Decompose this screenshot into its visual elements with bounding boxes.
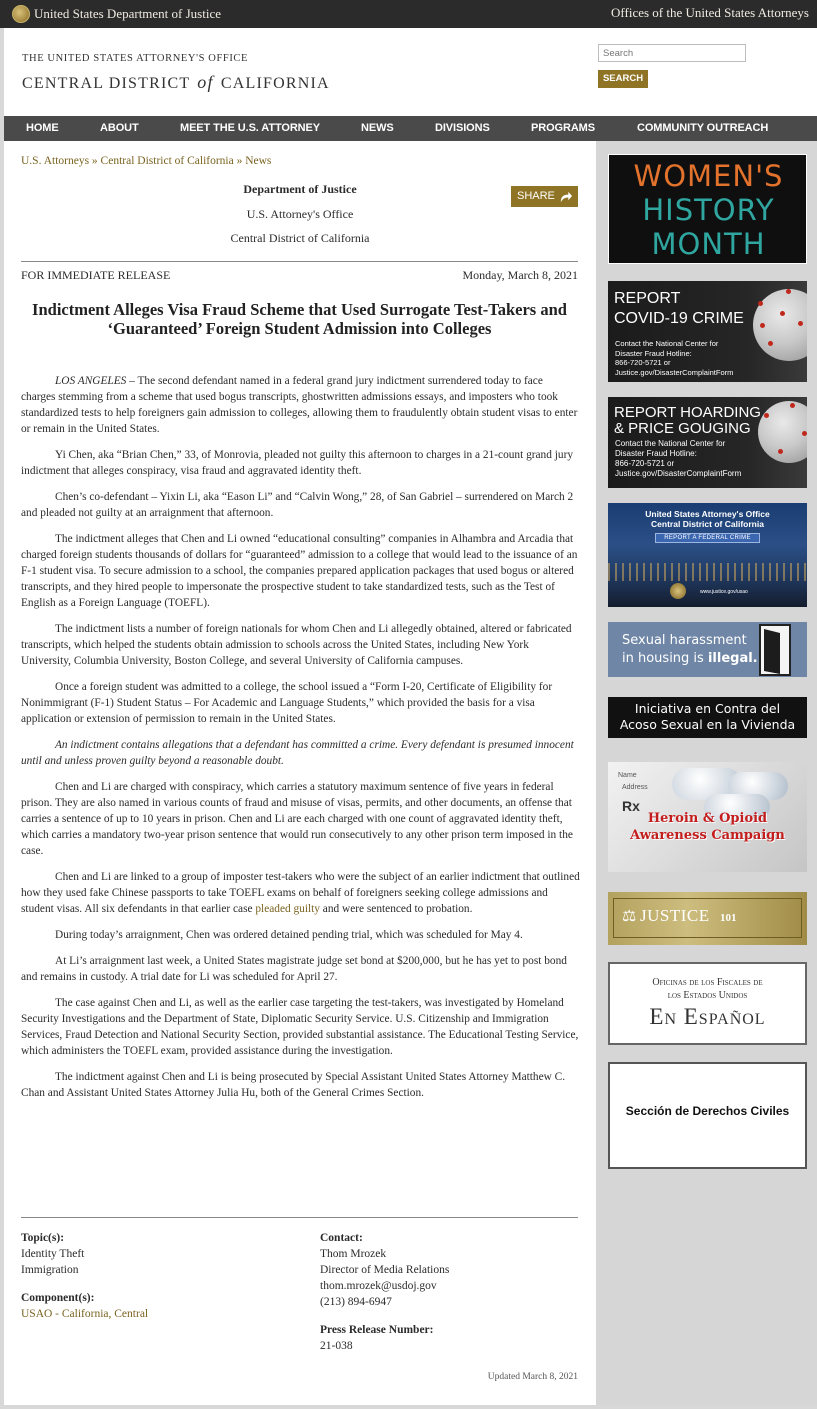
- pleaded-guilty-link[interactable]: pleaded guilty: [255, 903, 320, 915]
- share-arrow-icon: [558, 189, 573, 204]
- city-lights: [608, 563, 807, 581]
- contact-name: Thom Mrozek: [320, 1248, 387, 1260]
- inic-line-2: Acoso Sexual en la Vivienda: [619, 717, 796, 732]
- paragraph: At Li’s arraignment last week, a United States magistrate judge set bond at $200,000, but he has yet to post bond and remains in custody. A trial date for Li was scheduled for April 27.: [21, 955, 567, 983]
- topics-block: [21, 1230, 84, 1278]
- justice-101-banner[interactable]: [608, 892, 807, 945]
- doj-seal-icon[interactable]: [12, 5, 30, 23]
- paragraph-disclaimer: [21, 737, 580, 769]
- paragraph: Chen and Li are charged with conspiracy, which carries a statutory maximum sentence of five years in federal prison. They are also named in various counts of fraud and misuse of visas, permits, and other documents, an offense that carries a sentence of up to 10 years in prison. Chen and Li are each charged with one count of aggravated identity theft, which carries a mandatory two-year prison sentence that would run consecutively to any other prison term imposed in the case.: [21, 781, 573, 857]
- covid-details: [615, 339, 733, 377]
- breadcrumb-sep: »: [91, 155, 98, 167]
- whm-line-2: HISTORY: [642, 193, 775, 227]
- release-label: FOR IMMEDIATE RELEASE: [21, 268, 171, 282]
- search-button[interactable]: SEARCH: [598, 70, 648, 88]
- paragraph: Chen’s co-defendant – Yixin Li, aka “Eason Li” and “Calvin Wong,” 28, of San Gabriel – surrendered on March 2 and pleaded not guilty at an arraignment that afternoon.: [21, 491, 574, 519]
- breadcrumb-sep: »: [236, 155, 243, 167]
- harass-line-1: Sexual harassment: [622, 633, 747, 648]
- nav-divisions[interactable]: DIVISIONS: [435, 122, 490, 134]
- contact-block: [320, 1230, 449, 1310]
- share-button[interactable]: [511, 186, 578, 207]
- heroin-opioid-banner[interactable]: [608, 762, 807, 872]
- harass-emphasis: illegal.: [707, 651, 758, 666]
- office-line: U.S. Attorney's Office: [246, 207, 354, 221]
- civil-rights-label: Sección de Derechos Civiles: [625, 1104, 790, 1118]
- whm-line-1: WOMEN'S: [633, 159, 784, 193]
- usao-title-1: United States Attorney's Office: [645, 509, 770, 519]
- covid-line: Contact the National Center for: [615, 339, 719, 348]
- site-header: [4, 30, 817, 116]
- hoard-line: Contact the National Center for: [615, 439, 726, 448]
- report-crime-button: REPORT A FEDERAL CRIME: [655, 533, 760, 543]
- covid-line: 866-720-5721 or: [615, 358, 671, 367]
- nav-home[interactable]: HOME: [26, 122, 59, 134]
- covid-title-2: COVID-19 CRIME: [614, 310, 744, 327]
- breadcrumb-news[interactable]: News: [245, 155, 272, 167]
- dateline: LOS ANGELES: [55, 375, 127, 387]
- office-name[interactable]: THE UNITED STATES ATTORNEY'S OFFICE: [22, 53, 249, 64]
- prn-value: 21-038: [320, 1340, 353, 1352]
- nav-news[interactable]: NEWS: [361, 122, 394, 134]
- paragraph: Once a foreign student was admitted to a college, the school issued a “Form I-20, Certificate of Eligibility for Nonimmigrant (F-1) Student Status – For Academic and Language Students,” which provided the basis for a visa application or extension of permission to remain in the United States.: [21, 681, 553, 725]
- heroin-title: [608, 810, 807, 844]
- paragraph-text: and were sentenced to probation.: [319, 903, 473, 915]
- justice-number: 101: [720, 912, 737, 924]
- sexual-harassment-banner[interactable]: [608, 622, 807, 677]
- topic-item: Identity Theft: [21, 1248, 85, 1260]
- paragraph: The indictment against Chen and Li is being prosecuted by Special Assistant United States Attorney Matthew C. Chan and Assistant United States Attorney Julia Hu, both of the General Crimes Section.: [21, 1071, 566, 1099]
- prn-label: Press Release Number:: [320, 1324, 434, 1336]
- rx-icon: Rx: [622, 798, 640, 814]
- district-name[interactable]: [22, 72, 330, 93]
- dept-name: Department of Justice: [243, 182, 357, 196]
- virus-icon: [758, 401, 807, 463]
- paragraph: Yi Chen, aka “Brian Chen,” 33, of Monrovia, pleaded not guilty this afternoon to charges in a 21-count grand jury indictment that alleges conspiracy, visa fraud and aggravated identity theft.: [21, 449, 574, 477]
- hoard-title-2: & PRICE GOUGING: [614, 420, 751, 437]
- report-covid-crime-banner[interactable]: [608, 281, 807, 382]
- womens-history-month-banner[interactable]: [608, 154, 807, 264]
- heroin-name: Name: [618, 772, 637, 779]
- hoard-title-1: REPORT HOARDING: [614, 404, 761, 421]
- main-content: [4, 141, 596, 1405]
- topics-label: Topic(s):: [21, 1232, 65, 1244]
- inic-line-1: Iniciativa en Contra del: [634, 701, 781, 716]
- nav-community-outreach[interactable]: COMMUNITY OUTREACH: [637, 122, 769, 134]
- breadcrumb-cdca[interactable]: Central District of California: [100, 155, 234, 167]
- hoard-line: 866-720-5721 or: [615, 459, 675, 468]
- release-date: Monday, March 8, 2021: [462, 268, 578, 282]
- topic-item: Immigration: [21, 1264, 79, 1276]
- district-name-a: CENTRAL DISTRICT: [22, 75, 191, 92]
- paragraph: The case against Chen and Li, as well as the earlier case targeting the test-takers, was investigated by Homeland Security Investigations and the Department of State, Diplomatic Security Service. U.S. Citizenship and Immigration Services, Fraud Detection and National Security Section, provided substantial assistance. The Educational Testing Service, which administers the TOEFL exam, provided assistance during the investigation.: [21, 997, 579, 1057]
- paragraph: During today’s arraignment, Chen was ordered detained pending trial, which was scheduled for May 4.: [55, 929, 523, 941]
- component-link[interactable]: USAO - California, Central: [21, 1308, 149, 1320]
- report-hoarding-banner[interactable]: [608, 397, 807, 488]
- iniciativa-banner[interactable]: [608, 697, 807, 738]
- paragraph: [21, 373, 580, 437]
- updated-date: Updated March 8, 2021: [487, 1372, 578, 1382]
- harass-text: in housing is: [622, 651, 708, 666]
- covid-title-1: REPORT: [614, 290, 681, 307]
- contact-title: Director of Media Relations: [320, 1264, 450, 1276]
- breadcrumb: [21, 155, 271, 167]
- paragraph: The indictment lists a number of foreign nationals for whom Chen and Li allegedly obtained, altered or fabricated transcripts, which helped the students obtain admission to schools across the United States, including New York University, Columbia University, Boston College, and several University of California campuses.: [21, 623, 572, 667]
- article-body: [21, 373, 580, 1111]
- paragraph: The indictment alleges that Chen and Li owned “educational consulting” companies in Alhambra and Arcadia that charged foreign students thousands of dollars for “guaranteed” admission to a college that would lead to the issuance of an F-1 student visa. To secure admission to a school, the companies prepared application packages that used bogus or altered transcripts, and they hired people to impersonate the prospective student to take standardized tests, such as the Test of English as a Foreign Language (TOEFL).: [21, 533, 578, 609]
- gavel-icon: ⚖: [622, 908, 637, 925]
- district-name-b: CALIFORNIA: [220, 75, 330, 92]
- divider: [21, 1217, 578, 1218]
- contact-email: thom.mrozek@usdoj.gov: [320, 1280, 437, 1292]
- district-line: Central District of California: [230, 231, 370, 245]
- nav-meet-attorney[interactable]: MEET THE U.S. ATTORNEY: [180, 122, 320, 134]
- doj-seal-icon: [670, 583, 686, 599]
- search-input[interactable]: [598, 44, 746, 62]
- paragraph: [21, 869, 580, 917]
- main-nav: [4, 116, 817, 141]
- esp-line-1: Oficinas de los Fiscales de: [652, 977, 763, 988]
- breadcrumb-usao[interactable]: U.S. Attorneys: [21, 155, 90, 167]
- covid-line: Disaster Fraud Hotline:: [615, 348, 692, 358]
- frame-bottom: [0, 1405, 817, 1409]
- district-name-of: of: [197, 72, 214, 92]
- covid-line: Justice.gov/DisasterComplaintForm: [615, 367, 734, 377]
- hoard-line: Disaster Fraud Hotline:: [615, 449, 697, 458]
- heroin-line-1: Heroin & Opioid: [647, 811, 768, 826]
- harass-line-2: [622, 650, 758, 668]
- whm-line-3: MONTH: [651, 227, 766, 261]
- sidebar: [596, 141, 817, 1405]
- divider: [21, 261, 578, 262]
- civil-rights-banner[interactable]: [608, 1062, 807, 1169]
- heroin-line-2: Awareness Campaign: [630, 828, 785, 843]
- paragraph-text: Chen and Li are linked to a group of imposter test-takers who were the subject of an earlier indictment that outlined how they used fake Chinese passports to take TOEFL exams on behalf of foreigners seeking college admissions and student visas. All six defendants in that earlier case: [21, 871, 580, 915]
- esp-line-2: los Estados Unidos: [667, 990, 748, 1001]
- usao-url: www.justice.gov/usao: [700, 589, 748, 595]
- press-release-number-block: [320, 1322, 433, 1354]
- headline: Indictment Alleges Visa Fraud Scheme that Used Surrogate Test-Takers and ‘Guaranteed’ Foreign Student Admission into Colleges: [32, 300, 567, 338]
- hoard-line: Justice.gov/DisasterComplaintForm: [615, 469, 742, 478]
- esp-line-3: En Español: [649, 1004, 766, 1029]
- report-federal-crime-banner[interactable]: [608, 503, 807, 607]
- nav-about[interactable]: ABOUT: [100, 122, 139, 134]
- top-bar: [0, 0, 817, 28]
- door-icon: [758, 624, 794, 676]
- component-label: Component(s):: [21, 1292, 95, 1304]
- contact-phone: (213) 894-6947: [320, 1296, 392, 1308]
- justice-label: JUSTICE: [640, 906, 710, 925]
- usao-link[interactable]: Offices of the United States Attorneys: [611, 5, 809, 20]
- share-label: SHARE: [517, 190, 555, 202]
- disclaimer-text: An indictment contains allegations that a defendant has committed a crime. Every defendant is presumed innocent until and unless proven guilty beyond a reasonable doubt.: [21, 739, 574, 767]
- doj-link[interactable]: United States Department of Justice: [34, 6, 222, 21]
- nav-programs[interactable]: PROGRAMS: [531, 122, 595, 134]
- paragraph-text: – The second defendant named in a federal grand jury indictment surrendered today to face charges stemming from a scheme that used bogus transcripts, ghostwritten admissions essays, and imposters who took standardized tests to help foreigners gain admission to colleges, allowing them to fraudulently obtain student visas to enter or remain in the United States.: [21, 375, 578, 435]
- contact-label: Contact:: [320, 1232, 363, 1244]
- en-espanol-banner[interactable]: [608, 962, 807, 1045]
- usao-title-2: Central District of California: [651, 519, 764, 529]
- hoard-details: [615, 439, 741, 479]
- heroin-address: Address: [622, 784, 648, 791]
- component-block: [21, 1290, 148, 1322]
